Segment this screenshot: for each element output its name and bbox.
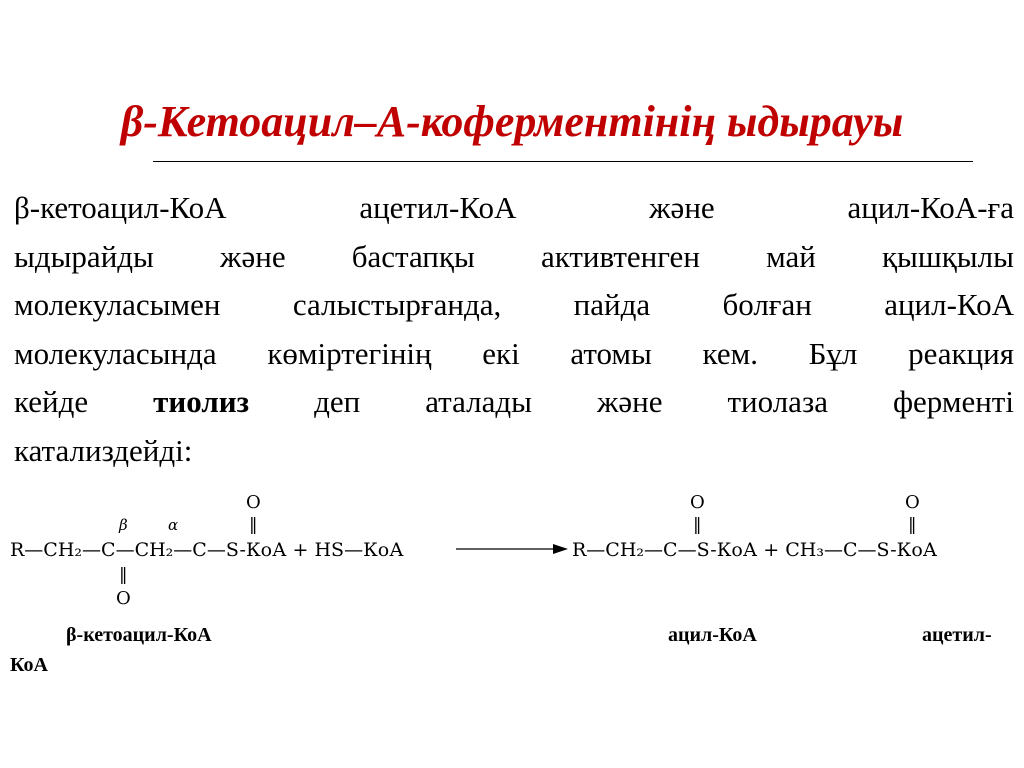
paragraph-line-6	[14, 427, 1014, 476]
word: Бұл	[808, 335, 858, 371]
word: екі	[482, 335, 520, 371]
product2-double-bond: ‖	[908, 515, 917, 535]
alpha-label: α	[168, 516, 179, 534]
word: ацетил-КоА	[359, 190, 517, 225]
word: ферменті	[892, 384, 1014, 419]
word: көміртегінің	[267, 335, 432, 371]
word: болған	[722, 287, 812, 322]
product1-double-bond: ‖	[693, 515, 702, 535]
word: кейде	[14, 384, 89, 419]
word: май	[766, 238, 816, 274]
caption-acetyl-coa-part-1: ацетил-	[922, 624, 992, 646]
title-underline	[153, 161, 973, 162]
slide-title: β-Кетоацил–А-коферментінің ыдырауы	[120, 97, 904, 146]
paragraph-line-5	[14, 378, 1014, 427]
word: жəне	[220, 238, 286, 274]
body-paragraph	[14, 184, 1014, 475]
beta-keto-double-bond: ‖	[119, 565, 128, 585]
word: бастапқы	[351, 238, 475, 274]
caption-acetyl-coa-part-2: КоА	[10, 654, 48, 676]
word: активтенген	[540, 238, 700, 274]
reaction-left-side: R—CH₂—C—CH₂—C—S-КоА + HS—КоА	[10, 539, 404, 561]
paragraph-line-4	[14, 330, 1014, 379]
word: жəне	[596, 384, 663, 419]
product2-oxygen: O	[905, 492, 920, 513]
word: атомы	[570, 335, 652, 371]
word: тиолаза	[727, 384, 828, 419]
thiolysis-reaction-equation	[8, 486, 1022, 608]
product1-oxygen: O	[690, 492, 705, 513]
word: қышқылы	[881, 238, 1014, 274]
word: аталады	[425, 384, 532, 419]
word: молекуласымен	[14, 287, 221, 322]
word: ацил-КоА	[884, 287, 1014, 322]
bold-term-thiolysis: тиолиз	[153, 384, 250, 419]
reaction-svg	[8, 486, 1022, 608]
reaction-right-side: R—CH₂—C—S-КоА + CH₃—C—S-КоА	[572, 539, 938, 561]
word: деп	[314, 384, 361, 419]
word: пайда	[573, 287, 651, 322]
word: жəне	[649, 190, 715, 225]
caption-acyl-coa: ацил-КоА	[668, 624, 757, 646]
word: кем.	[702, 335, 758, 371]
word: ацил-КоА-ға	[847, 190, 1014, 225]
thioester-oxygen-1: O	[246, 492, 261, 513]
paragraph-line-1	[14, 184, 1014, 233]
word: реакция	[908, 335, 1014, 371]
word: β-кетоацил-КоА	[14, 190, 227, 225]
paragraph-line-3	[14, 281, 1014, 330]
thioester-double-bond-1: ‖	[249, 515, 258, 535]
word: молекуласында	[14, 335, 217, 371]
beta-label: β	[119, 516, 128, 534]
beta-keto-oxygen: O	[116, 588, 131, 608]
word: катализдейді:	[14, 432, 193, 468]
word: ыдырайды	[14, 238, 154, 274]
reaction-arrowhead	[553, 544, 568, 554]
word: салыстырғанда,	[292, 287, 502, 322]
caption-beta-ketoacyl-coa: β-кетоацил-КоА	[66, 624, 212, 646]
paragraph-line-2	[14, 233, 1014, 282]
